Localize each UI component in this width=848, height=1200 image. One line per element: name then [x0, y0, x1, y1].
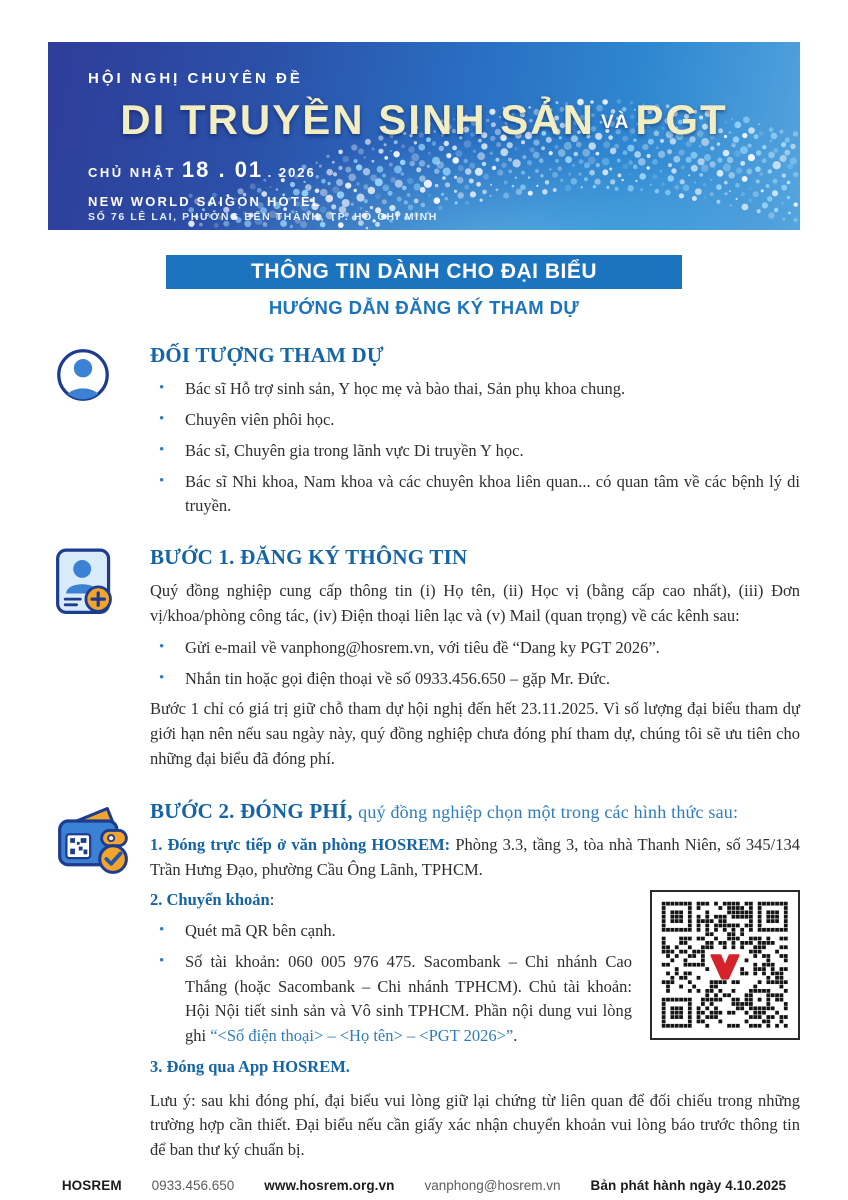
banner-title-suffix: PGT: [635, 96, 728, 143]
footer-release-date: Bản phát hành ngày 4.10.2025: [590, 1177, 787, 1193]
step2-option1-label: 1. Đóng trực tiếp ở văn phòng HOSREM:: [150, 834, 451, 854]
list-item-text: Bác sĩ, Chuyên gia trong lãnh vực Di truyền Y học.: [185, 440, 524, 460]
banner-date-day-label: CHỦ NHẬT: [88, 165, 176, 180]
list-item-text: Chuyên viên phôi học.: [185, 410, 335, 430]
section-step1-registration: [48, 544, 800, 779]
list-item-text: Bác sĩ Nhi khoa, Nam khoa và các chuyên khoa liên quan... có quan tâm về các bệnh lý di truyền.: [185, 471, 800, 516]
footer-phone: 0933.456.650: [151, 1177, 235, 1193]
step1-intro: Quý đồng nghiệp cung cấp thông tin (i) Họ tên, (ii) Học vị (bằng cấp cao nhất), (iii) Đơn vị/khoa/phòng công tác, (iv) Điện thoại liên lạc và (v) Mail (quan trọng) về các kênh sau:: [150, 581, 800, 626]
list-item-text: Nhắn tin hoặc gọi điện thoại về số 0933.456.650 – gặp Mr. Đức.: [185, 668, 611, 688]
list-item: [150, 950, 800, 1049]
bullet-marker: •: [159, 638, 165, 655]
footer-email: vanphong@hosrem.vn: [424, 1177, 561, 1193]
list-item-text: Quét mã QR bên cạnh.: [185, 921, 336, 941]
footer-website: www.hosrem.org.vn: [264, 1177, 395, 1193]
list-item: [150, 439, 800, 464]
bullet-marker: •: [159, 441, 165, 458]
banner-date-year: . 2026: [267, 165, 316, 180]
list-item-text: Gửi e-mail về vanphong@hosrem.vn, với tiêu đề “Dang ky PGT 2026”.: [185, 637, 660, 657]
wallet-qr-check-icon: [52, 800, 150, 880]
banner-date-value: 18 . 01: [181, 157, 264, 182]
step2-list: [150, 919, 800, 1049]
banner-title: [88, 96, 760, 144]
section-step2-icon-column: [48, 798, 150, 1170]
list-item: [150, 377, 800, 402]
audience-heading: ĐỐI TƯỢNG THAM DỰ: [150, 343, 384, 367]
section-audience: [48, 342, 800, 525]
person-circle-icon: [52, 344, 150, 406]
account-info-text: Số tài khoản: 060 005 976 475. Sacombank – Chi nhánh Cao Thắng (hoặc Sacombank – Chi nhánh TPHCM). Chủ tài khoản: Hội Nội tiết sinh sản và Vô sinh TPHCM. Phần nội dung vui lòng ghi: [185, 951, 632, 1046]
section-step2-payment: [48, 798, 800, 1170]
list-item: [150, 470, 800, 520]
step2-heading-rest: quý đồng nghiệp chọn một trong các hình thức sau:: [358, 801, 739, 822]
banner-date: [88, 157, 760, 183]
bullet-marker: •: [159, 952, 165, 969]
step2-note: Lưu ý: sau khi đóng phí, đại biểu vui lòng giữ lại chứng từ liên quan để đối chiếu trong những trường hợp cần thiết. Đại biểu nếu cần giấy xác nhận chuyển khoản vui lòng báo trước thông tin để ban thư ký chuẩn bị.: [150, 1090, 800, 1160]
step1-heading: BƯỚC 1. ĐĂNG KÝ THÔNG TIN: [150, 545, 468, 570]
banner-title-connector: VÀ: [600, 112, 630, 133]
list-item: [150, 667, 800, 692]
list-item-text: Bác sĩ Hỗ trợ sinh sản, Y học mẹ và bào thai, Sản phụ khoa chung.: [185, 379, 626, 399]
step2-option2-colon: :: [269, 890, 275, 910]
venue-name: NEW WORLD SAIGON HOTEL: [88, 194, 322, 209]
section-step1-icon-column: [48, 544, 150, 779]
footer-org-name: HOSREM: [61, 1177, 122, 1193]
list-item: [150, 919, 800, 944]
bullet-marker: •: [159, 922, 165, 939]
account-info-period: .: [513, 1026, 518, 1046]
step2-option1: [150, 833, 800, 883]
bullet-marker: •: [159, 472, 165, 489]
registration-guide-subtitle: HƯỚNG DẪN ĐĂNG KÝ THAM DỰ: [268, 297, 580, 318]
step2-heading-bold: BƯỚC 2. ĐÓNG PHÍ,: [150, 798, 353, 823]
step2-option3-label: 3. Đóng qua App HOSREM.: [150, 1056, 350, 1076]
step1-note: Bước 1 chỉ có giá trị giữ chỗ tham dự hội nghị đến hết 23.11.2025. Vì số lượng đại biểu tham dự giới hạn nên nếu sau ngày này, quý đồng nghiệp chưa đóng phí tham dự, chúng tôi sẽ ưu tiên cho những đại biểu đã đóng phí.: [150, 699, 800, 768]
step2-option1-text: Phòng 3.3, tầng 3, tòa nhà Thanh Niên, số 345/134 Trần Hưng Đạo, phường Cầu Ông Lãnh, TPHCM.: [150, 834, 801, 879]
list-item: [150, 636, 800, 661]
banner-title-main: DI TRUYỀN SINH SẢN: [120, 96, 595, 143]
audience-list: [150, 377, 800, 519]
bullet-marker: •: [159, 380, 165, 397]
venue-address: SỐ 76 LÊ LAI, PHƯỜNG BẾN THÀNH, TP. HỒ CHÍ MINH: [88, 211, 438, 223]
banner-kicker: HỘI NGHỊ CHUYÊN ĐỀ: [88, 70, 303, 87]
transfer-content-template: “<Số điện thoại> – <Họ tên> – <PGT 2026>”: [210, 1026, 514, 1046]
step1-list: [150, 636, 800, 692]
bullet-marker: •: [159, 669, 165, 686]
step2-option2-label: 2. Chuyển khoản: [150, 890, 270, 910]
footer: [48, 1170, 800, 1200]
list-item: [150, 408, 800, 433]
section-audience-icon-column: [48, 342, 150, 525]
bullet-marker: •: [159, 411, 165, 428]
step2-heading: [150, 798, 800, 825]
conference-banner: [48, 42, 800, 230]
info-box-title: THÔNG TIN DÀNH CHO ĐẠI BIỂU: [166, 255, 682, 289]
id-card-add-icon: [52, 546, 150, 624]
